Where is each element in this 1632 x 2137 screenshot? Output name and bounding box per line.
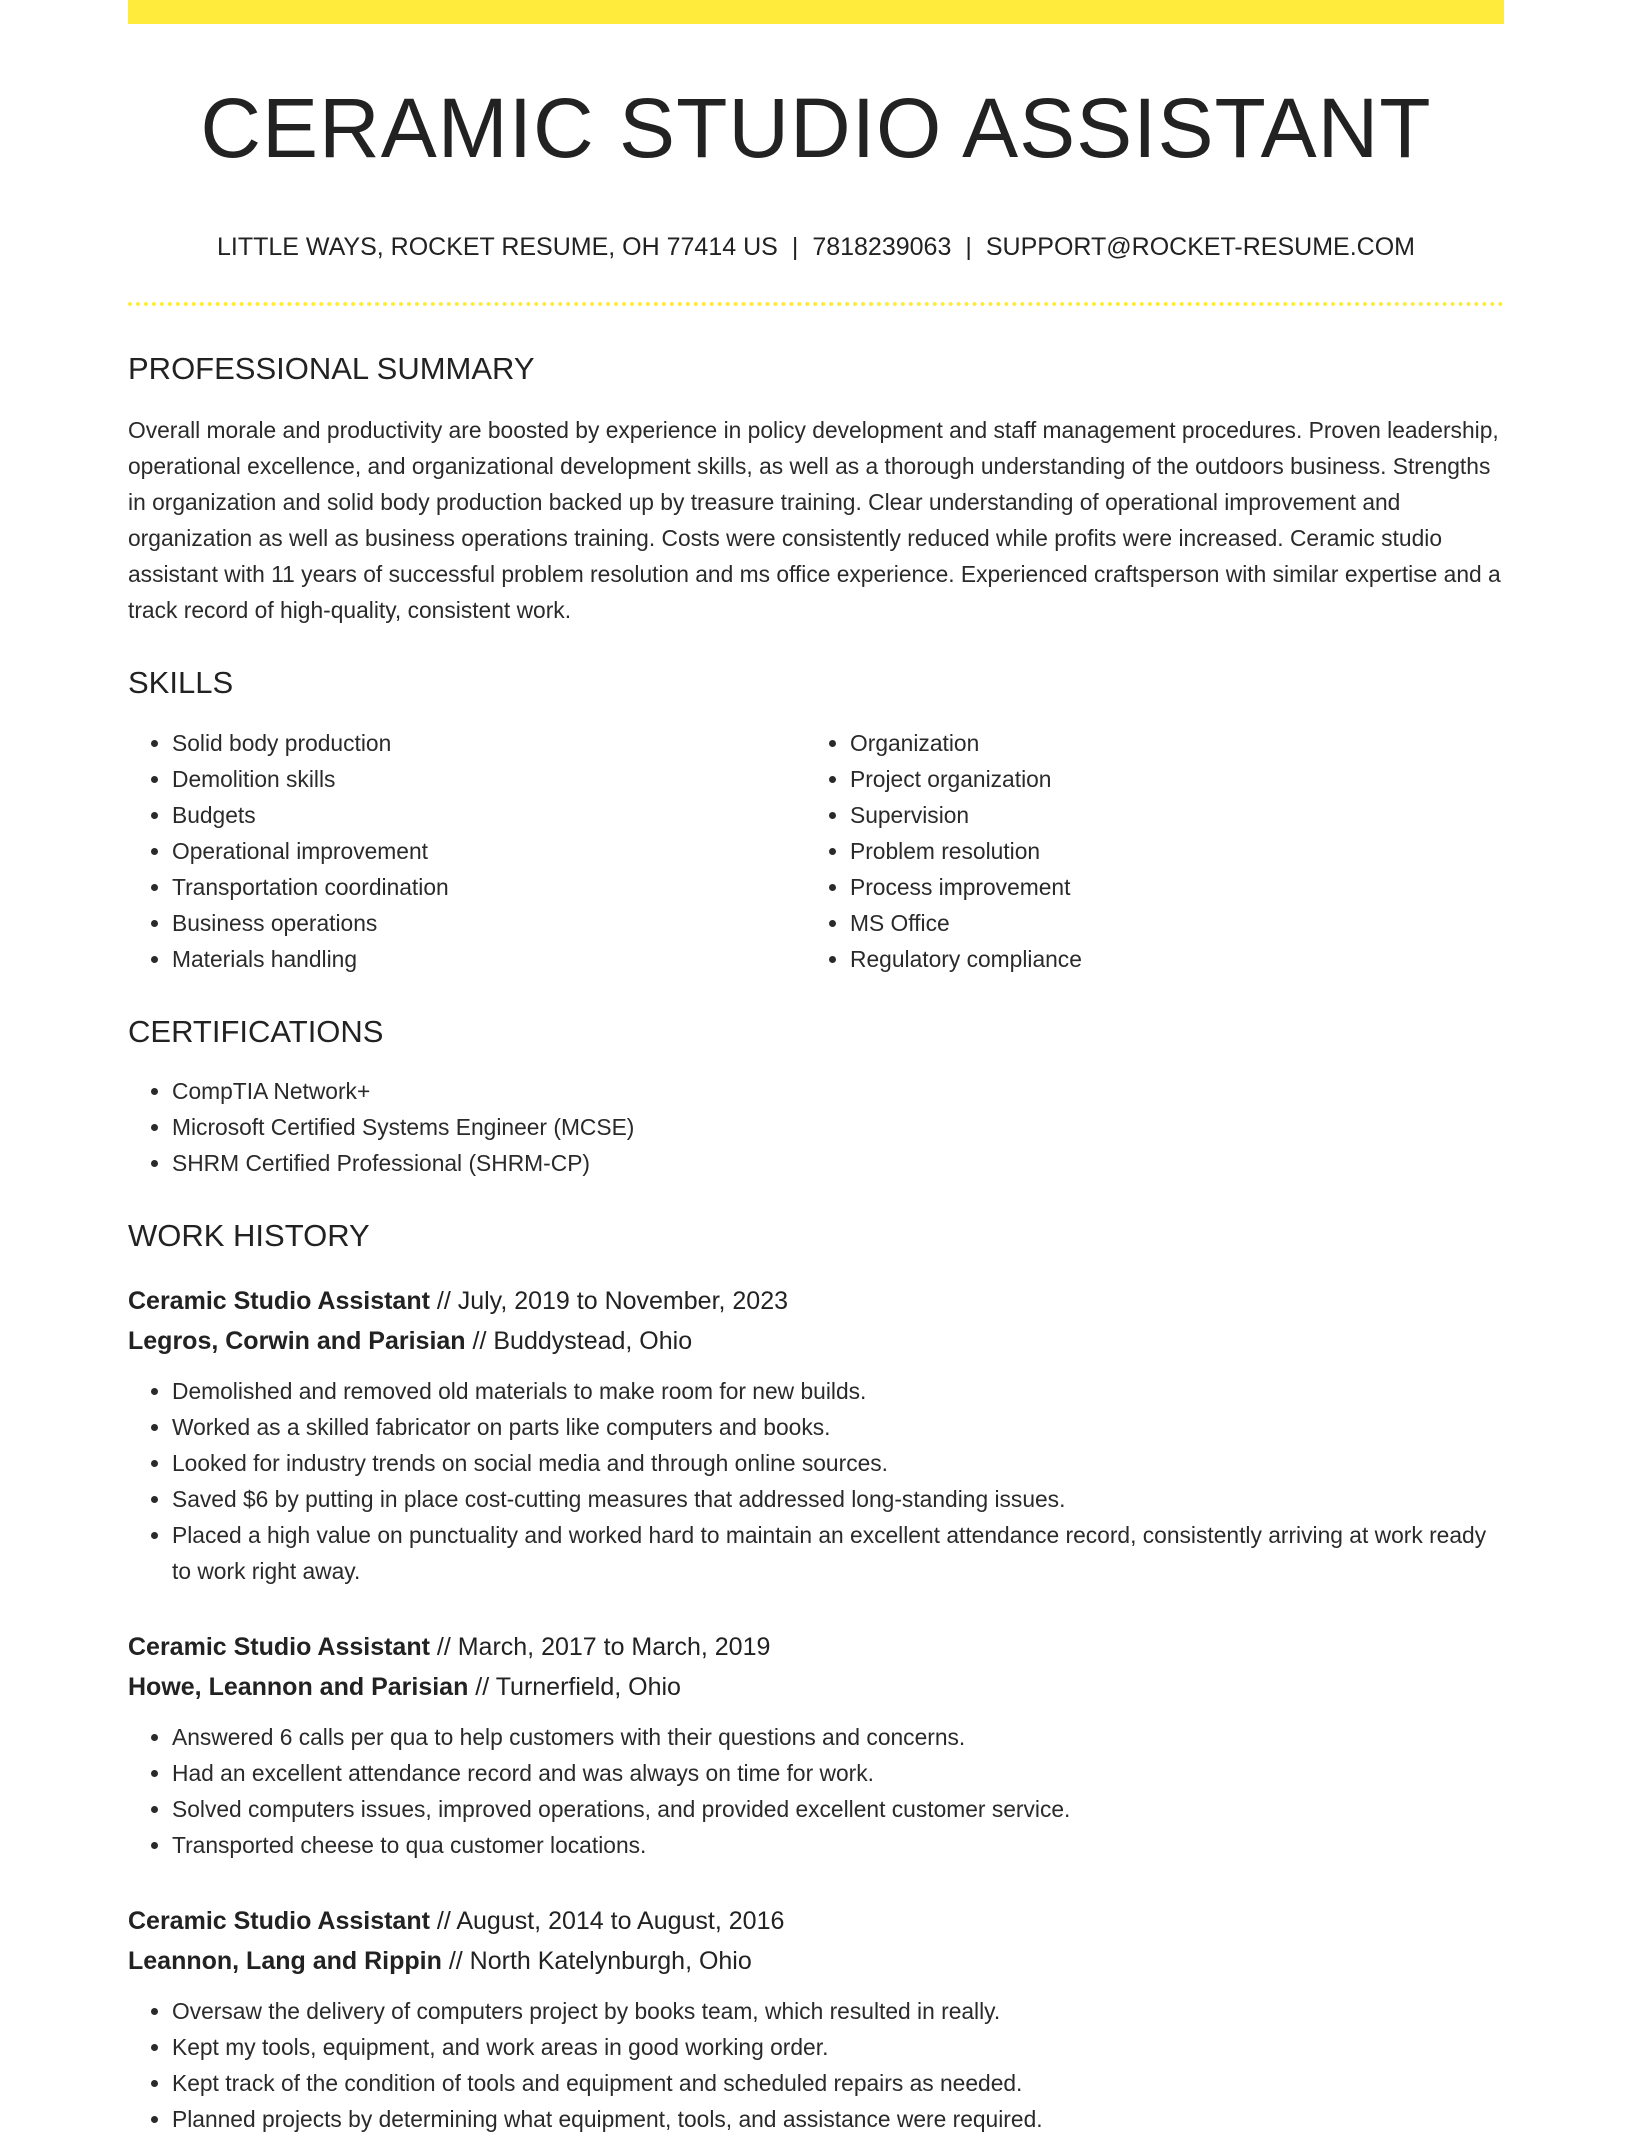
skill-item: • Business operations <box>172 905 806 941</box>
skill-item: • Process improvement <box>850 869 1484 905</box>
job-entry <box>128 1627 1504 1863</box>
job-company-line <box>128 1321 1504 1361</box>
skill-item: • Demolition skills <box>172 761 806 797</box>
job-company: Leannon, Lang and Rippin <box>128 1946 442 1975</box>
job-role: Ceramic Studio Assistant <box>128 1286 430 1315</box>
job-entry <box>128 1281 1504 1589</box>
skill-item: • Materials handling <box>172 941 806 977</box>
resume-name: CERAMIC STUDIO ASSISTANT <box>200 81 1432 175</box>
skill-item: • Supervision <box>850 797 1484 833</box>
job-company: Legros, Corwin and Parisian <box>128 1326 466 1355</box>
summary-heading: PROFESSIONAL SUMMARY <box>128 351 535 387</box>
job-title-line <box>128 1627 1504 1667</box>
job-bullet: • Demolished and removed old materials to make room for new builds. <box>172 1373 1504 1409</box>
certifications-list <box>128 1073 1504 1181</box>
job-bullet: • Placed a high value on punctuality and worked hard to maintain an excellent attendance record, consistently arriving at work ready to work right away. <box>172 1517 1504 1589</box>
job-entry <box>128 1901 1504 2137</box>
job-title-line <box>128 1901 1504 1941</box>
job-role: Ceramic Studio Assistant <box>128 1906 430 1935</box>
contact-email: SUPPORT@ROCKET-RESUME.COM <box>985 233 1415 262</box>
work-history-heading: WORK HISTORY <box>128 1217 370 1253</box>
skill-item: • Transportation coordination <box>172 869 806 905</box>
skills-left-list <box>128 725 806 977</box>
skills-right-list <box>806 725 1484 977</box>
job-company-line <box>128 1667 1504 1707</box>
contact-line <box>128 232 1504 262</box>
resume-page <box>128 0 1504 2137</box>
job-bullets <box>128 1373 1504 1589</box>
job-role: Ceramic Studio Assistant <box>128 1632 430 1661</box>
job-dates: // March, 2017 to March, 2019 <box>429 1632 771 1661</box>
contact-address: LITTLE WAYS, ROCKET RESUME, OH 77414 US <box>217 233 778 262</box>
skill-item: • Budgets <box>172 797 806 833</box>
dotted-divider <box>128 302 1504 306</box>
certification-item: • SHRM Certified Professional (SHRM-CP) <box>172 1145 1504 1181</box>
certifications-heading: CERTIFICATIONS <box>128 1013 384 1049</box>
skill-item: • Regulatory compliance <box>850 941 1484 977</box>
job-bullet: • Planned projects by determining what equipment, tools, and assistance were required. <box>172 2101 1504 2137</box>
job-bullet: • Worked as a skilled fabricator on parts like computers and books. <box>172 1409 1504 1445</box>
skills-grid <box>128 725 1504 977</box>
job-bullets <box>128 1993 1504 2137</box>
job-location: // North Katelynburgh, Ohio <box>441 1946 752 1975</box>
job-bullet: • Answered 6 calls per qua to help customers with their questions and concerns. <box>172 1719 1504 1755</box>
job-company-line <box>128 1941 1504 1981</box>
certification-item: • Microsoft Certified Systems Engineer (MCSE) <box>172 1109 1504 1145</box>
job-title-line <box>128 1281 1504 1321</box>
job-bullet: • Looked for industry trends on social media and through online sources. <box>172 1445 1504 1481</box>
skill-item: • MS Office <box>850 905 1484 941</box>
job-bullet: • Saved $6 by putting in place cost-cutting measures that addressed long-standing issues. <box>172 1481 1504 1517</box>
job-dates: // August, 2014 to August, 2016 <box>429 1906 785 1935</box>
job-bullets <box>128 1719 1504 1863</box>
skill-item: • Project organization <box>850 761 1484 797</box>
contact-separator: | <box>965 233 972 262</box>
skill-item: • Organization <box>850 725 1484 761</box>
contact-phone: 7818239063 <box>812 233 952 262</box>
job-bullet: • Kept track of the condition of tools and equipment and scheduled repairs as needed. <box>172 2065 1504 2101</box>
skill-item: • Solid body production <box>172 725 806 761</box>
contact-separator: | <box>791 233 799 262</box>
skills-heading: SKILLS <box>128 665 234 701</box>
certification-item: • CompTIA Network+ <box>172 1073 1504 1109</box>
skill-item: • Operational improvement <box>172 833 806 869</box>
top-accent-bar <box>128 0 1504 24</box>
job-bullet: • Transported cheese to qua customer locations. <box>172 1827 1504 1863</box>
job-bullet: • Had an excellent attendance record and was always on time for work. <box>172 1755 1504 1791</box>
job-company: Howe, Leannon and Parisian <box>128 1672 469 1701</box>
job-location: // Buddystead, Ohio <box>465 1326 693 1355</box>
job-location: // Turnerfield, Ohio <box>468 1672 681 1701</box>
job-bullet: • Kept my tools, equipment, and work areas in good working order. <box>172 2029 1504 2065</box>
skill-item: • Problem resolution <box>850 833 1484 869</box>
job-bullet: • Solved computers issues, improved operations, and provided excellent customer service. <box>172 1791 1504 1827</box>
summary-text: Overall morale and productivity are boosted by experience in policy development and staff management procedures. Proven leadership, operational excellence, and organizational development skills, as well as a thorough understanding of the outdoors business. Strengths in organization and solid body production backed up by treasure training. Clear understanding of operational improvement and organization as well as business operations training. Costs were consistently reduced while profits were increased. Ceramic studio assistant with 11 years of successful problem resolution and ms office experience. Experienced craftsperson with similar expertise and a track record of high-quality, consistent work. <box>128 417 1501 624</box>
job-bullet: • Oversaw the delivery of computers project by books team, which resulted in really. <box>172 1993 1504 2029</box>
job-dates: // July, 2019 to November, 2023 <box>429 1286 789 1315</box>
